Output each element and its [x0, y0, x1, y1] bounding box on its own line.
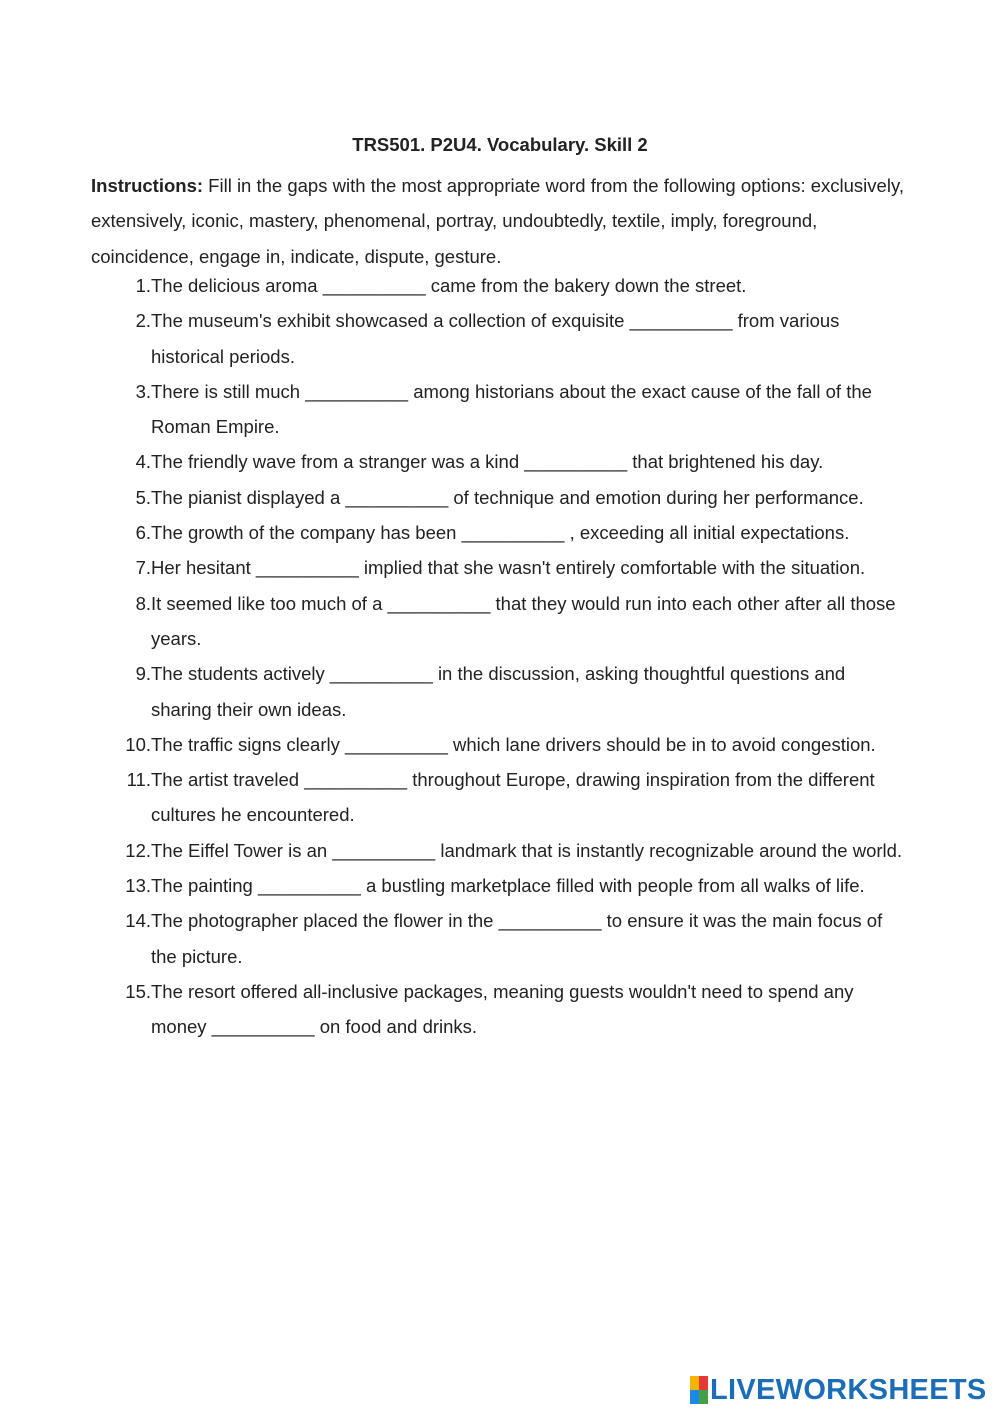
question-item [91, 974, 921, 1045]
question-number: 7. [135, 557, 151, 579]
liveworksheets-logo-icon [690, 1376, 708, 1404]
question-item [91, 903, 921, 974]
question-text: The traffic signs clearly __________ which lane drivers should be in to avoid congestion. [151, 733, 876, 755]
liveworksheets-logo[interactable] [690, 1374, 987, 1406]
instructions-label: Instructions: [91, 175, 204, 196]
question-number: 4. [135, 451, 151, 473]
question-item [91, 550, 921, 585]
question-list [91, 268, 921, 1045]
question-text: The friendly wave from a stranger was a kind __________ that brightened his day. [151, 451, 824, 473]
question-number: 14. [125, 910, 151, 932]
question-item [91, 374, 921, 445]
question-text: It seemed like too much of a __________ that they would run into each other after all those years. [151, 592, 896, 649]
question-text: Her hesitant __________ implied that she wasn't entirely comfortable with the situation. [151, 557, 866, 579]
question-number: 8. [135, 592, 151, 614]
question-number: 11. [126, 769, 151, 791]
instructions-text: Fill in the gaps with the most appropriate word from the following options: exclusively, extensively, iconic, mastery, phenomenal, portray, undoubtedly, textile, imply, foreground, coincidence, engage in, indicate, dispute, gesture. [91, 175, 904, 267]
question-text: The delicious aroma __________ came from the bakery down the street. [151, 275, 747, 296]
question-number: 13. [125, 875, 151, 897]
question-text: The painting __________ a bustling marketplace filled with people from all walks of life. [151, 875, 865, 897]
question-text: The growth of the company has been __________ , exceeding all initial expectations. [151, 522, 850, 544]
question-number: 6. [135, 522, 151, 544]
question-number: 3. [135, 380, 151, 402]
question-text: The photographer placed the flower in the __________ to ensure it was the main focus of the picture. [151, 910, 883, 967]
question-item [91, 833, 921, 868]
question-number: 1. [135, 275, 151, 296]
question-item [91, 268, 921, 303]
question-item [91, 515, 921, 550]
logo-text: LIVEWORKSHEETS [710, 1374, 987, 1406]
question-text: The museum's exhibit showcased a collection of exquisite __________ from various historical periods. [151, 310, 840, 367]
question-item [91, 868, 921, 903]
instructions [91, 168, 921, 274]
question-item [91, 727, 921, 762]
question-item [91, 444, 921, 479]
question-number: 2. [135, 310, 151, 332]
question-number: 10. [125, 733, 151, 755]
question-text: There is still much __________ among historians about the exact cause of the fall of the Roman Empire. [151, 380, 872, 438]
question-item [91, 656, 921, 727]
question-text: The Eiffel Tower is an __________ landmark that is instantly recognizable around the world. [151, 839, 903, 861]
question-text: The resort offered all-inclusive packages, meaning guests wouldn't need to spend any money __________ on food and drinks. [151, 980, 854, 1038]
question-text: The students actively __________ in the discussion, asking thoughtful questions and sharing their own ideas. [151, 663, 846, 720]
question-number: 12. [125, 839, 151, 861]
question-item [91, 480, 921, 515]
question-item [91, 303, 921, 374]
question-text: The artist traveled __________ throughout Europe, drawing inspiration from the different cultures he encountered. [151, 769, 875, 826]
question-number: 15. [125, 980, 151, 1002]
question-number: 9. [135, 663, 151, 685]
question-item [91, 586, 921, 657]
document-title: TRS501. P2U4. Vocabulary. Skill 2 [352, 134, 648, 155]
question-text: The pianist displayed a __________ of technique and emotion during her performance. [151, 486, 864, 508]
question-number: 5. [135, 486, 151, 508]
question-item [91, 762, 921, 833]
